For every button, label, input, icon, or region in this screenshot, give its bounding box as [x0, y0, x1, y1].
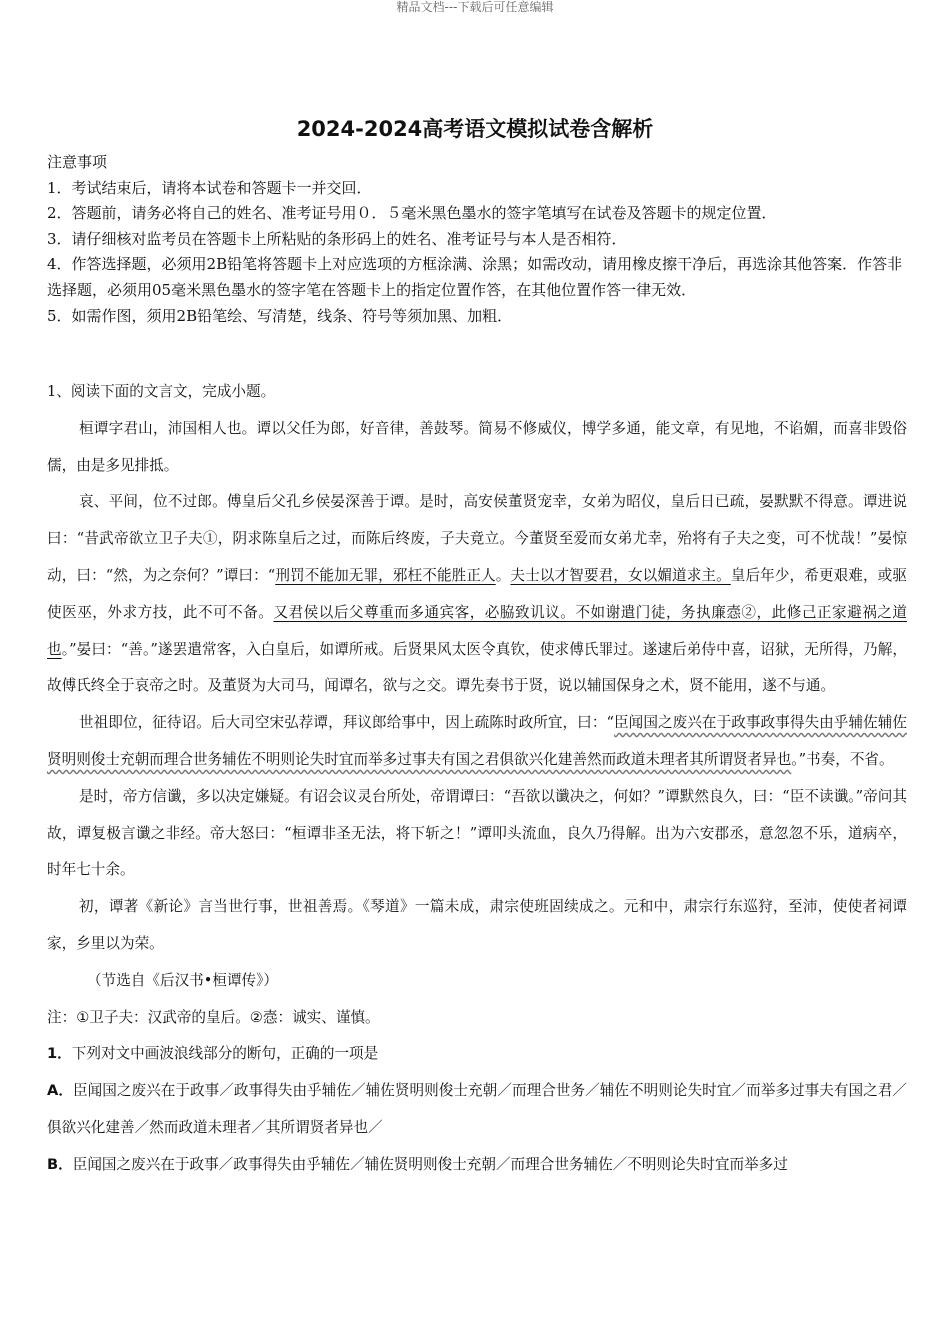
- question-section: [47, 374, 907, 1184]
- option-a: [47, 1073, 907, 1147]
- notice-heading: 注意事项: [47, 153, 108, 171]
- passage-source: （节选自《后汉书•桓谭传》）: [87, 971, 279, 989]
- passage-text: 世祖即位，征待诏。后大司空宋弘荐谭，拜议郎给事中，因上疏陈时政所宜，曰：“: [79, 714, 614, 732]
- option-b: [47, 1147, 907, 1184]
- passage-paragraph-3: [47, 705, 907, 779]
- passage-text: 哀、平间，位不过郎。傅皇后父孔乡侯晏深善于谭。是时，高安侯董贤宠幸，女弟为昭仪，皇后日已疏，晏默默不得意。谭进说曰：“昔武帝欲立卫子夫①，阴求陈皇后之过，而陈后终废，子夫竟立。今董贤至爱而女弟尤幸，殆将有子夫之变，可不忧哉！”晏惊动，曰：“然，为之奈何？”谭曰：“: [47, 493, 907, 584]
- document-watermark: 精品文档---下载后可任意编辑: [396, 0, 554, 14]
- passage-text: 。: [495, 566, 511, 584]
- option-label: A．: [47, 1082, 73, 1100]
- option-text: 臣闻国之废兴在于政事／政事得失由乎辅佐／辅佐贤明则俊士充朝／而理合世务辅佐／不明则论失时宜而举多过: [72, 1155, 788, 1173]
- notice-item: 4．作答选择题，必须用2B铅笔将答题卡上对应选项的方框涂满、涂黑；如需改动，请用橡皮擦干净后，再选涂其他答案．作答非选择题，必须用05毫米黑色墨水的签字笔在答题卡上的指定位置作答，在其他位置作答一律无效．: [47, 255, 903, 299]
- notice-section: [47, 150, 907, 329]
- option-label: B．: [47, 1155, 73, 1173]
- passage-text: 。”书奏，不省。: [791, 750, 894, 768]
- wavy-underlined-passage: 臣闻国之废兴在于政事政事得失由乎辅佐辅佐贤明则俊士充朝而理合世务辅佐不明则论失时宜而举多过事夫有国之君俱欲兴化建善然而政道未理者其所谓贤者异也: [47, 714, 907, 768]
- underlined-sentence-2: 夫士以才智要君，女以媚道求主。: [510, 566, 731, 584]
- sub-question-number: 1．: [47, 1045, 72, 1063]
- passage-paragraph-1: 桓谭字君山，沛国相人也。谭以父任为郎，好音律，善鼓琴。简易不修威仪，博学多通，能文章，有见地，不谄媚，而喜非毁俗儒，由是多见排抵。: [47, 419, 907, 474]
- annotation-note: 注：①卫子夫：汉武帝的皇后。②悫：诚实、谨慎。: [47, 1008, 380, 1026]
- passage-paragraph-5: 初，谭著《新论》言当世行事，世祖善焉。《琴道》一篇未成，肃宗使班固续成之。元和中，肃宗行东巡狩，至沛，使使者祠谭家，乡里以为荣。: [47, 898, 907, 952]
- notice-item: 3．请仔细核对监考员在答题卡上所粘贴的条形码上的姓名、准考证号与本人是否相符．: [47, 229, 627, 248]
- option-text: 臣闻国之废兴在于政事／政事得失由乎辅佐／辅佐贤明则俊士充朝／而理合世务／辅佐不明则论失时宜／而举多过事夫有国之君／俱欲兴化建善／然而政道未理者／其所谓贤者异也／: [47, 1082, 907, 1136]
- underlined-sentence-1: 刑罚不能加无罪，邪枉不能胜正人: [275, 566, 496, 584]
- passage-text: 皇后年少，希更艰难，或驱使医巫，外求方技，此不可不备。: [47, 566, 907, 621]
- passage-paragraph-2: [47, 484, 907, 705]
- sub-question-text: 下列对文中画波浪线部分的断句，正确的一项是: [71, 1045, 379, 1063]
- underlined-sentence-3: 又君侯以后父尊重而多通宾客，必脇致讥议。不如谢遣门徒，务执廉悫②，此修己正家避祸之道也: [47, 603, 907, 658]
- notice-item: 5．如需作图，须用2B铅笔绘、写清楚，线条、符号等须加黑、加粗．: [47, 306, 513, 325]
- passage-text: 。”晏曰：“善。”遂罢遣常客，入白皇后，如谭所戒。后贤果风太医令真钦，使求傅氏罪过。遂逮后弟侍中喜，诏狱，无所得，乃解，故傅氏终全于哀帝之时。及董贤为大司马，闻谭名，欲与之交。谭先奏书于贤，说以辅国保身之术，贤不能用，遂不与通。: [47, 640, 907, 695]
- sub-question-1: [47, 1036, 907, 1073]
- page-title: 2024-2024高考语文模拟试卷含解析: [296, 117, 654, 141]
- question-intro: 1、阅读下面的文言文，完成小题。: [47, 383, 276, 400]
- passage-paragraph-4: 是时，帝方信谶，多以决定嫌疑。有诏会议灵台所处，帝谓谭曰：“吾欲以谶决之，何如？”谭默然良久，曰：“臣不读谶。”帝问其故，谭复极言谶之非经。帝大怒曰：“桓谭非圣无法，将下斩之！”谭叩头流血，良久乃得解。出为六安郡丞，意忽忽不乐，道病卒，时年七十余。: [47, 787, 907, 879]
- notice-item: 2．答题前，请务必将自己的姓名、准考证号用０．５毫米黑色墨水的签字笔填写在试卷及答题卡的规定位置．: [47, 204, 777, 223]
- notice-item: 1．考试结束后，请将本试卷和答题卡一并交回．: [47, 178, 372, 197]
